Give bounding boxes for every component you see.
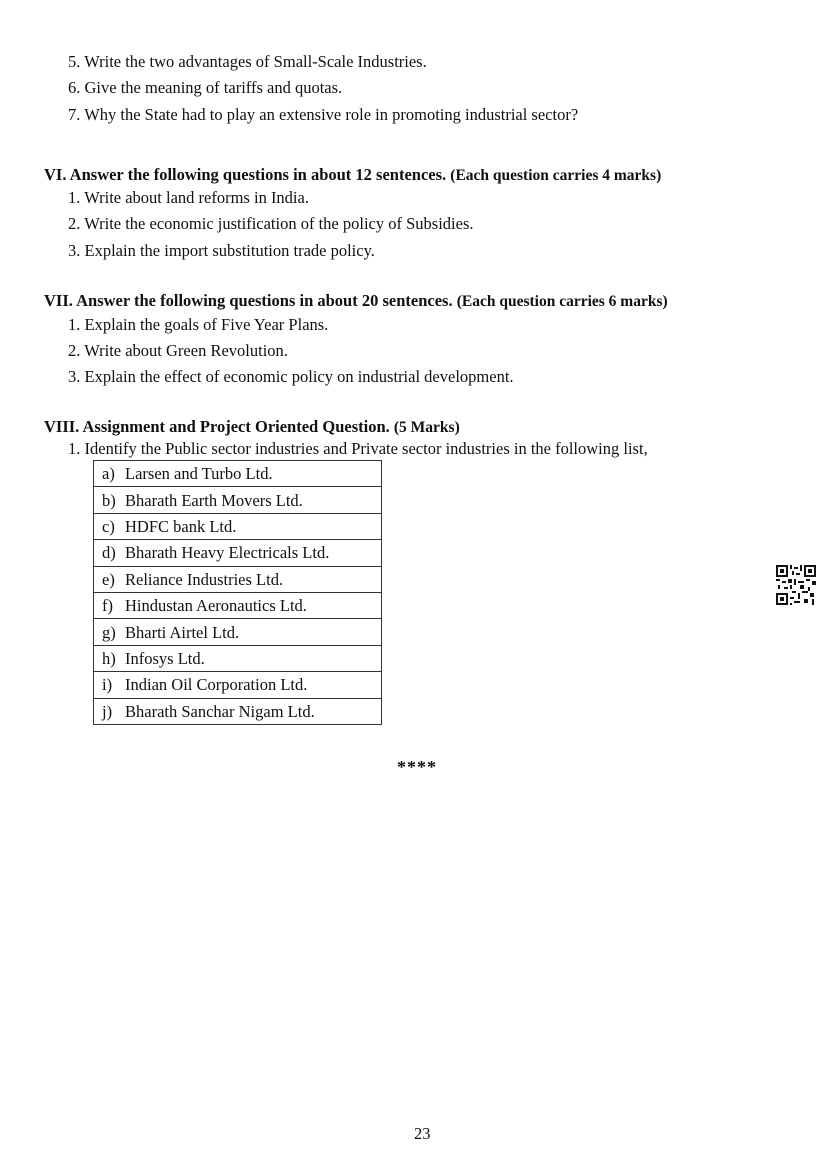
question-6: 6. Give the meaning of tariffs and quotas.: [68, 78, 343, 97]
table-row: [94, 566, 382, 592]
table-cell: [94, 566, 382, 592]
section-vii-title: VII. Answer the following questions in about 20 sentences.: [44, 291, 453, 310]
section-viii-marks: (5 Marks): [393, 419, 460, 436]
section-vii-marks: (Each question carries 6 marks): [456, 293, 668, 310]
table-cell: [94, 540, 382, 566]
section-vii-heading: [44, 291, 668, 311]
section-vi-heading: [44, 165, 661, 185]
row-label: h): [102, 648, 116, 668]
industry-name: Hindustan Aeronautics Ltd.: [125, 596, 307, 616]
table-cell: [94, 513, 382, 539]
table-cell: [94, 592, 382, 618]
row-label: a): [102, 464, 115, 484]
industry-name: Bharath Earth Movers Ltd.: [125, 490, 303, 510]
table-row: [94, 513, 382, 539]
section-vii-question-3: 3. Explain the effect of economic policy on industrial development.: [68, 367, 514, 386]
industry-name: Reliance Industries Ltd.: [125, 569, 284, 589]
row-label: b): [102, 490, 116, 510]
section-vi-question-1: 1. Write about land reforms in India.: [68, 188, 309, 207]
table-cell: [94, 461, 382, 487]
industry-name: Indian Oil Corporation Ltd.: [125, 675, 308, 695]
row-label: d): [102, 543, 116, 563]
section-viii-title: VIII. Assignment and Project Oriented Question.: [44, 417, 390, 436]
table-cell: [94, 645, 382, 671]
industry-name: Bharath Heavy Electricals Ltd.: [125, 543, 330, 563]
industries-table: [93, 460, 382, 725]
industry-name: HDFC bank Ltd.: [125, 516, 237, 536]
row-label: e): [102, 569, 115, 589]
section-viii-heading: [44, 417, 460, 437]
row-label: i): [102, 675, 113, 695]
table-cell: [94, 487, 382, 513]
table-row: [94, 698, 382, 724]
table-cell: [94, 672, 382, 698]
row-label: c): [102, 516, 115, 536]
table-row: [94, 672, 382, 698]
table-row: [94, 461, 382, 487]
section-vii-question-1: 1. Explain the goals of Five Year Plans.: [68, 315, 329, 334]
industry-name: Infosys Ltd.: [125, 648, 205, 668]
table-cell: [94, 619, 382, 645]
industry-name: Larsen and Turbo Ltd.: [125, 464, 273, 484]
table-row: [94, 487, 382, 513]
industry-name: Bharath Sanchar Nigam Ltd.: [125, 701, 315, 721]
section-vi-question-2: 2. Write the economic justification of the policy of Subsidies.: [68, 214, 474, 233]
question-5: 5. Write the two advantages of Small-Scale Industries.: [68, 52, 427, 71]
page-number: 23: [414, 1124, 431, 1143]
section-vii-question-2: 2. Write about Green Revolution.: [68, 341, 288, 360]
table-row: [94, 592, 382, 618]
section-vi-marks: (Each question carries 4 marks): [450, 167, 662, 184]
qr-code-icon: [776, 565, 816, 605]
section-viii-question-1: 1. Identify the Public sector industries and Private sector industries in the following list,: [68, 439, 648, 458]
question-7: 7. Why the State had to play an extensive role in promoting industrial sector?: [68, 105, 579, 124]
table-cell: [94, 698, 382, 724]
table-row: [94, 619, 382, 645]
table-row: [94, 645, 382, 671]
section-vi-title: VI. Answer the following questions in about 12 sentences.: [44, 165, 447, 184]
industry-name: Bharti Airtel Ltd.: [125, 622, 240, 642]
row-label: g): [102, 622, 116, 642]
row-label: j): [102, 701, 113, 721]
row-label: f): [102, 596, 113, 616]
section-vi-question-3: 3. Explain the import substitution trade policy.: [68, 241, 375, 260]
table-row: [94, 540, 382, 566]
end-of-section-marker: ****: [397, 757, 437, 777]
